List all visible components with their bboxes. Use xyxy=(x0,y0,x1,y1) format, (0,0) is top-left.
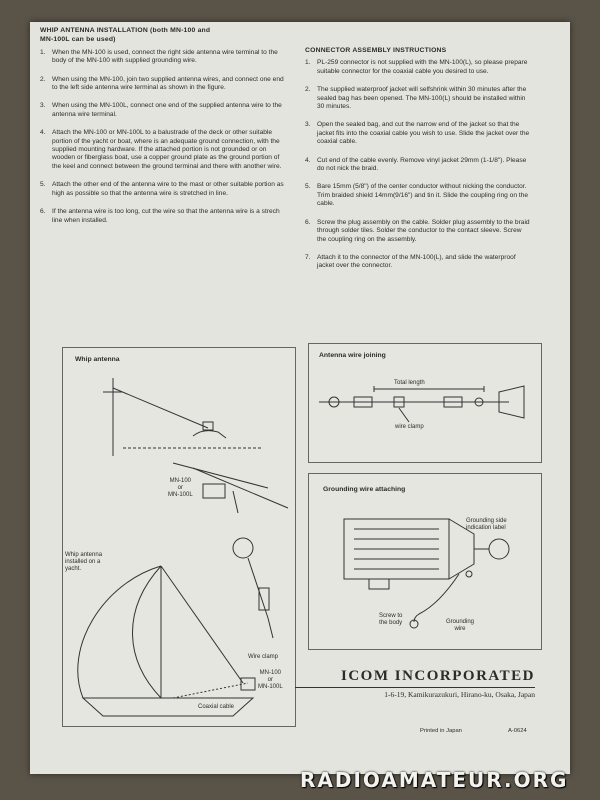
unit-label-bottom: MN-100 or MN-100L xyxy=(258,670,283,690)
list-item: 4. Cut end of the cable evenly. Remove vinyl jacket 29mm (1-1/8"). Please do not nick the braid. xyxy=(305,156,527,173)
wire-clamp-join-label: wire clamp xyxy=(395,424,424,430)
grounding-wire-drawing xyxy=(309,474,541,649)
unit-label: MN-100 or MN-100L xyxy=(168,478,193,498)
company-address: 1-6-19, Kamikurazukuri, Hirano-ku, Osaka, Japan xyxy=(384,690,535,699)
grounding-wire-title: Grounding wire attaching xyxy=(323,486,406,493)
list-item: 1. When the MN-100 is used, connect the right side antenna wire terminal to the body of the MN-100 with supplied grounding wire. xyxy=(40,48,278,65)
whip-installation-list xyxy=(40,49,290,225)
list-item: 5. Attach the other end of the antenna wire to the mast or other suitable portion as high as possible so that the antenna wire is stretched in line. xyxy=(40,181,284,197)
company-name: ICOM INCORPORATED xyxy=(341,668,535,684)
coaxial-cable-label: Coaxial cable xyxy=(198,704,235,710)
connector-assembly-list xyxy=(305,59,530,270)
grounding-side-label: Grounding side indication label xyxy=(466,518,507,531)
list-item: 7. Attach it to the connector of the MN-100(L), and slide the waterproof jacket over the connector. xyxy=(305,253,516,270)
antenna-wire-joining-figure xyxy=(308,343,542,463)
list-item: 4. Attach the MN-100 or MN-100L to a balustrade of the deck or other suitable portion of the yacht or boat, where is an adequate ground connection, with the supplied mounting hardware. If the attached portion is not grounded or on wooden or fiberglass boat, use a copper ground plate as the ground portion of the keel and connect between the ground terminal and there with another wire. xyxy=(40,129,282,170)
whip-antenna-figure-title: Whip antenna xyxy=(75,356,120,363)
whip-installation-section xyxy=(40,27,290,235)
list-item: 3. When using the MN-100L, connect one end of the supplied antenna wire to the antenna wire terminal. xyxy=(40,102,282,118)
whip-installation-heading: WHIP ANTENNA INSTALLATION (both MN-100 and xyxy=(40,27,211,34)
list-item: 3. Open the sealed bag, and cut the narrow end of the jacket so that the jacket fits into the coaxial cable you wish to use. Slide the jacket over the coaxial cable. xyxy=(305,121,530,146)
yacht-label: Whip antenna installed on a yacht. xyxy=(65,552,103,572)
list-item: 5. Bare 15mm (5/8") of the center conductor without nicking the conductor. Trim braided shield 14mm(9/16") and tin it. Slide the coupling ring on the cable. xyxy=(305,183,529,208)
whip-installation-heading-cont: MN-100L can be used) xyxy=(40,36,116,44)
company-block xyxy=(295,668,535,699)
watermark: RADIOAMATEUR.ORG xyxy=(300,768,569,792)
total-length-label: Total length xyxy=(394,380,425,386)
antenna-wire-joining-title: Antenna wire joining xyxy=(319,352,386,359)
list-item: 6. If the antenna wire is too long, cut the wire so that the antenna wire is a strech line when installed. xyxy=(40,208,280,224)
list-item: 2. The supplied waterproof jacket will selfshrink within 30 minutes after the sealed bag has been opened. The MN-100(L) should be installed within 30 minutes. xyxy=(305,86,527,111)
printed-in-label: Printed in Japan xyxy=(420,728,462,734)
grounding-wire-label: Grounding wire xyxy=(446,619,475,632)
list-item: 2. When using the MN-100, join two supplied antenna wires, and connect one end to the left side antenna wire terminal as shown in the figure. xyxy=(40,75,284,92)
list-item: 1. PL-259 connector is not supplied with the MN-100(L), so please prepare suitable connector for the coaxial cable you desired to use. xyxy=(305,59,528,75)
wire-clamp-label: Wire clamp xyxy=(248,654,279,660)
antenna-wire-joining-drawing xyxy=(309,344,541,462)
divider xyxy=(295,687,535,688)
connector-assembly-heading: CONNECTOR ASSEMBLY INSTRUCTIONS xyxy=(305,47,447,54)
document-code: A-0624 xyxy=(508,728,527,734)
grounding-wire-figure xyxy=(308,473,542,650)
list-item: 6. Screw the plug assembly on the cable. Solder plug assembly to the braid through solder tiles. Solder the conductor to the contact sleeve. Screw the coupling ring on the assembly. xyxy=(305,218,530,243)
connector-assembly-section xyxy=(305,47,530,281)
screw-to-body-label: Screw to the body xyxy=(379,613,403,626)
whip-antenna-figure xyxy=(62,347,296,727)
